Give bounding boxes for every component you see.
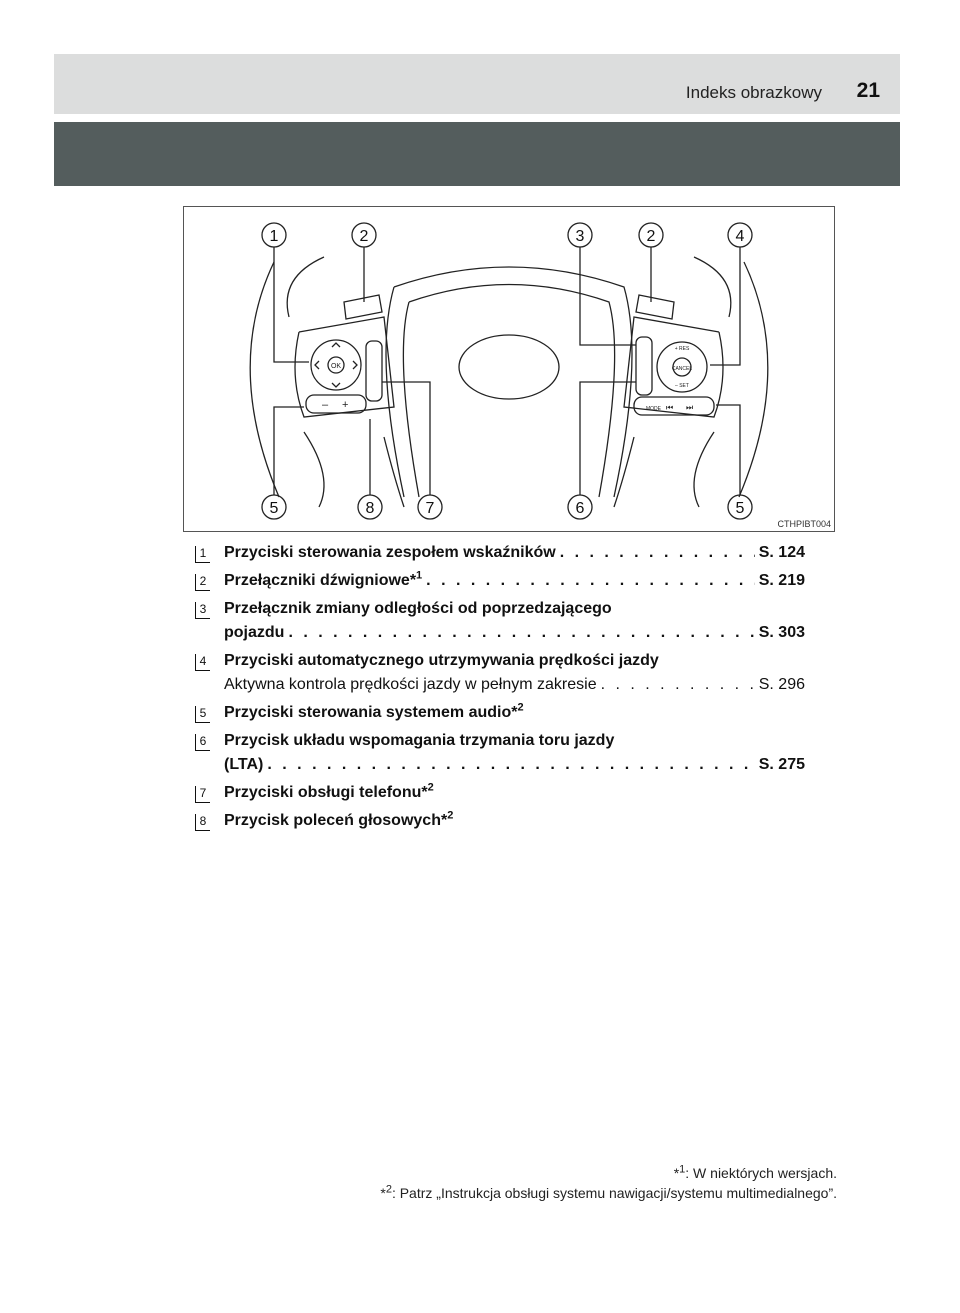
callout-6: 6 <box>575 500 585 517</box>
callout-5: 5 <box>735 500 745 517</box>
footnote-text: : Patrz „Instrukcja obsługi systemu nawigacji/systemu multimedialnego”. <box>391 1185 837 1201</box>
next-track-label: ⏭ <box>686 403 694 412</box>
list-item <box>195 541 805 565</box>
item-label: Przyciski sterowania zespołem wskaźników <box>224 544 556 561</box>
volume-up-label: + <box>342 399 349 411</box>
item-label: Przyciski sterowania systemem audio* <box>224 704 518 721</box>
item-label-line1: Przyciski automatycznego utrzymywania prędkości jazdy <box>224 652 659 669</box>
ok-button-label: OK <box>330 363 342 370</box>
callout-5: 5 <box>269 500 279 517</box>
set-button-label: – SET <box>675 383 689 389</box>
footnote-asterisk: * <box>673 1165 680 1181</box>
prev-track-label: ⏮ <box>666 403 674 412</box>
page-number: 21 <box>856 79 880 102</box>
item-label-line1: Przełącznik zmiany odległości od poprzedzającego <box>224 600 612 617</box>
callout-2: 2 <box>359 228 369 245</box>
footnote-mark: 1 <box>416 569 423 582</box>
steering-wheel-illustration <box>184 207 834 531</box>
item-number: 1 <box>195 546 210 563</box>
item-number: 8 <box>195 814 210 831</box>
callout-8: 8 <box>365 500 375 517</box>
page-link[interactable]: S. 296 <box>758 676 805 693</box>
callout-3: 3 <box>575 228 585 245</box>
item-label: Przycisk poleceń głosowych* <box>224 812 448 829</box>
list-item <box>195 729 805 777</box>
cancel-button-label: CANCEL <box>671 366 693 372</box>
section-band <box>54 122 900 186</box>
page-link[interactable]: S. 275 <box>758 756 805 773</box>
item-number: 3 <box>195 602 210 619</box>
list-item <box>195 701 805 725</box>
item-number: 4 <box>195 654 210 671</box>
callout-1: 1 <box>269 228 279 245</box>
item-number: 7 <box>195 786 210 803</box>
footnote-mark: 2 <box>427 781 434 794</box>
item-number: 2 <box>195 574 210 591</box>
item-number: 6 <box>195 734 210 751</box>
footnote-text: : W niektórych wersjach. <box>685 1165 837 1181</box>
footnote <box>380 1163 837 1183</box>
footnote-mark: 2 <box>447 809 454 822</box>
volume-down-label: – <box>322 399 329 411</box>
item-label: pojazdu <box>224 624 285 641</box>
item-label: Przełączniki dźwigniowe* <box>224 572 417 589</box>
footnotes <box>380 1163 837 1203</box>
dot-leader <box>267 753 754 777</box>
dot-leader <box>288 621 754 645</box>
figure-code: CTHPIBT004 <box>777 519 831 529</box>
callout-2: 2 <box>646 228 656 245</box>
page-link[interactable]: S. 219 <box>758 572 805 589</box>
dot-leader <box>426 569 755 593</box>
dot-leader <box>601 673 755 697</box>
list-item <box>195 597 805 645</box>
item-label-line1: Przycisk układu wspomagania trzymania toru jazdy <box>224 732 615 749</box>
item-label: (LTA) <box>224 756 264 773</box>
list-item <box>195 649 805 697</box>
callout-4: 4 <box>735 228 745 245</box>
page-link[interactable]: S. 303 <box>758 624 805 641</box>
item-list <box>195 541 805 837</box>
list-item <box>195 781 805 805</box>
list-item <box>195 569 805 593</box>
item-sublabel: Aktywna kontrola prędkości jazdy w pełnym zakresie <box>224 676 597 693</box>
steering-wheel-figure <box>183 206 835 532</box>
mode-button-label: MODE <box>646 406 661 412</box>
dot-leader <box>560 541 755 565</box>
footnote-asterisk: * <box>380 1185 386 1201</box>
footnote-mark: 2 <box>385 1183 392 1196</box>
callout-7: 7 <box>425 500 435 517</box>
footnote <box>380 1183 837 1203</box>
section-title: Indeks obrazkowy <box>685 83 822 102</box>
res-button-label: + RES <box>674 346 690 352</box>
item-label: Przyciski obsługi telefonu* <box>224 784 428 801</box>
page-link[interactable]: S. 124 <box>758 544 805 561</box>
item-number: 5 <box>195 706 210 723</box>
footnote-mark: 2 <box>517 701 524 714</box>
footnote-mark: 1 <box>679 1163 686 1176</box>
list-item <box>195 809 805 833</box>
